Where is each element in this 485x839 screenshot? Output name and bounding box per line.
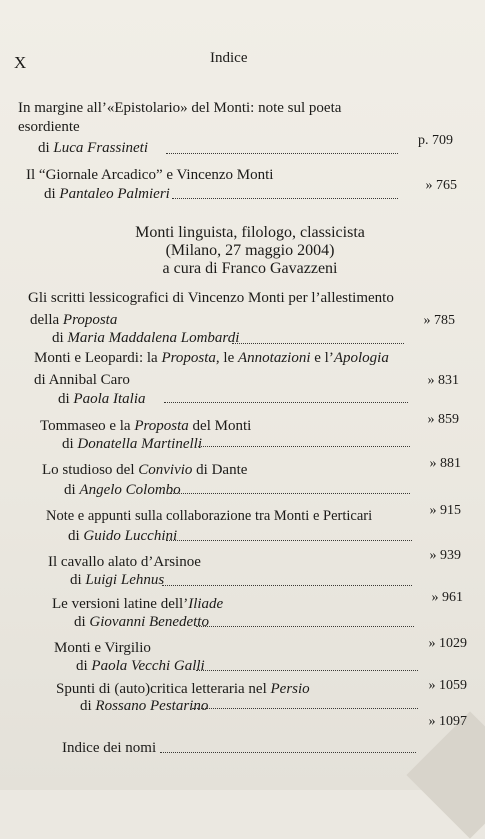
entry-title: Le versioni latine dell’Iliade (52, 596, 224, 612)
dot-leader (198, 446, 410, 447)
author-name: Pantaleo Palmieri (59, 186, 170, 202)
entry-author: di Giovanni Benedetto (74, 614, 209, 630)
entry-title: Gli scritti lessicografici di Vincenzo Monti per l’allestimento (28, 290, 394, 306)
author-name: Maria Maddalena Lombardi (67, 330, 240, 346)
author-name: Paola Vecchi Galli (91, 658, 205, 674)
author-name: Guido Lucchini (83, 528, 178, 544)
page-number: » 831 (427, 373, 459, 388)
dot-leader (164, 402, 408, 403)
page-number: » 765 (425, 178, 457, 193)
entry-author: di Angelo Colombo (64, 482, 181, 498)
entry-title: Tommaseo e la Proposta del Monti (40, 418, 252, 434)
entry-title: Indice dei nomi (62, 740, 157, 756)
entry-author: di Donatella Martinelli (62, 436, 202, 452)
page-number: » 1059 (428, 678, 467, 693)
section-heading (130, 224, 370, 278)
page-number: » 785 (423, 313, 455, 328)
entry-title-cont: di Annibal Caro (34, 372, 130, 388)
entry-title: Spunti di (auto)critica letteraria nel Persio (56, 681, 310, 697)
entry-title-cont: della Proposta (30, 312, 118, 328)
page-number: » 961 (431, 590, 463, 605)
entry-author: di Luigi Lehnus (70, 572, 165, 588)
page-number: » 881 (429, 456, 461, 471)
entry-author: di Rossano Pestarino (80, 698, 209, 714)
author-name: Luca Frassineti (53, 140, 149, 156)
page-number: » 939 (429, 548, 461, 563)
entry-title: Monti e Leopardi: la Proposta, le Annotazioni e l’Apologia (34, 350, 389, 366)
page-number: » 915 (429, 503, 461, 518)
author-name: Angelo Colombo (79, 482, 181, 498)
page-number: p. 709 (418, 133, 453, 148)
section-place-date: (Milano, 27 maggio 2004) (165, 242, 335, 259)
entry-author: di Luca Frassineti (38, 140, 149, 156)
entry-title: Il cavallo alato d’Arsinoe (48, 554, 201, 570)
dot-leader (162, 585, 412, 586)
author-name: Donatella Martinelli (77, 436, 202, 452)
running-head-title: Indice (210, 50, 248, 66)
entry-title: Lo studioso del Convivio di Dante (42, 462, 248, 478)
entry-title: Monti e Virgilio (54, 640, 151, 656)
page-folio: X (14, 53, 28, 72)
running-head (0, 50, 485, 70)
entry-author: di Maria Maddalena Lombardi (52, 330, 240, 346)
entry-author: di Guido Lucchini (68, 528, 178, 544)
dot-leader (170, 493, 410, 494)
dot-leader (232, 343, 404, 344)
entry-title: Note e appunti sulla collaborazione tra Monti e Perticari (46, 508, 373, 524)
dot-leader (192, 708, 418, 709)
entry-title: Il “Giornale Arcadico” e Vincenzo Monti (26, 167, 274, 183)
page-corner (406, 711, 485, 838)
page-number: » 1097 (428, 714, 467, 729)
entry-author: di Paola Vecchi Galli (76, 658, 205, 674)
entry-author: di Pantaleo Palmieri (44, 186, 170, 202)
dot-leader (196, 626, 414, 627)
dot-leader (166, 153, 398, 154)
entry-author: di Paola Italia (58, 391, 146, 407)
page-number: » 859 (427, 412, 459, 427)
dot-leader (160, 752, 416, 753)
page-number: » 1029 (428, 636, 467, 651)
entry-title: In margine all’«Epistolario» del Monti: note sul poeta (18, 100, 342, 116)
section-editor: a cura di Franco Gavazzeni (162, 260, 338, 277)
section-title: Monti linguista, filologo, classicista (135, 224, 365, 241)
author-name: Luigi Lehnus (85, 572, 165, 588)
dot-leader (166, 540, 412, 541)
author-name: Paola Italia (73, 391, 146, 407)
dot-leader (172, 198, 398, 199)
dot-leader (196, 670, 418, 671)
author-name: Rossano Pestarino (95, 698, 209, 714)
author-name: Giovanni Benedetto (89, 614, 209, 630)
entry-title-cont: esordiente (18, 119, 80, 135)
